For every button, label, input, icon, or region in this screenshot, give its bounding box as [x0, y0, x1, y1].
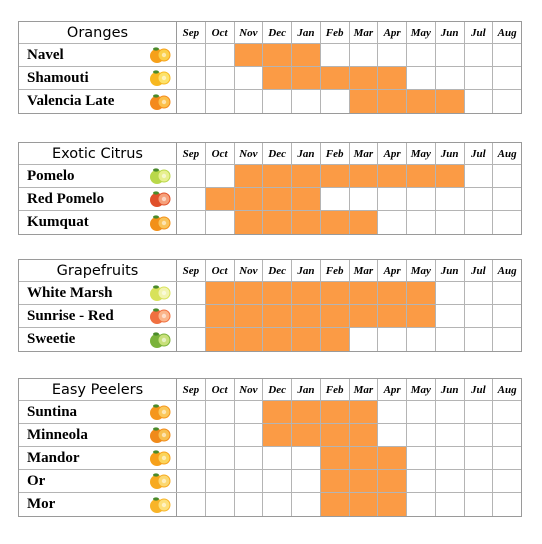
season-cell-active: [235, 328, 264, 351]
month-header-apr: Apr: [378, 260, 407, 281]
season-cell-active: [263, 401, 292, 423]
season-cell-active: [321, 211, 350, 234]
month-header-jul: Jul: [465, 260, 494, 281]
season-cell: [206, 211, 235, 234]
season-cell-active: [292, 401, 321, 423]
season-cell-active: [321, 401, 350, 423]
month-header-jul: Jul: [465, 143, 494, 164]
month-header-dec: Dec: [263, 260, 292, 281]
season-cell: [407, 470, 436, 492]
variety-cell: [19, 165, 177, 187]
season-cell-active: [378, 305, 407, 327]
variety-cell: [19, 67, 177, 89]
season-cell: [206, 447, 235, 469]
month-header-sep: Sep: [177, 22, 206, 43]
month-header-oct: Oct: [206, 379, 235, 400]
season-cell: [493, 447, 521, 469]
season-cell: [263, 470, 292, 492]
season-cell-active: [263, 165, 292, 187]
season-cell-active: [407, 282, 436, 304]
variety-name: Minneola: [27, 426, 88, 443]
season-cell: [465, 188, 494, 210]
season-cell-active: [321, 165, 350, 187]
season-cell: [436, 282, 465, 304]
season-cell: [493, 493, 521, 516]
month-header-dec: Dec: [263, 379, 292, 400]
month-header-aug: Aug: [497, 147, 517, 160]
season-cell: [407, 44, 436, 66]
table-header-row: [19, 379, 521, 401]
month-header-jun: Jun: [436, 379, 465, 400]
sweetie-icon: [148, 330, 172, 350]
season-cell-active: [292, 328, 321, 351]
season-cell: [177, 424, 206, 446]
season-cell-active: [350, 447, 379, 469]
season-cell-active: [350, 470, 379, 492]
month-header-jan: Jan: [292, 22, 321, 43]
season-cell: [436, 67, 465, 89]
variety-name: White Marsh: [27, 284, 113, 301]
season-cell-active: [321, 470, 350, 492]
season-cell: [350, 328, 379, 351]
table-header-row: [19, 22, 521, 44]
season-cell: [436, 447, 465, 469]
season-cell: [465, 470, 494, 492]
variety-cell: [19, 424, 177, 446]
season-cell: [465, 424, 494, 446]
season-cell-active: [378, 447, 407, 469]
shamouti-orange-icon: [148, 68, 172, 88]
red-grapefruit-icon: [148, 306, 172, 326]
season-cell: [493, 188, 521, 210]
month-header-feb: Feb: [321, 22, 350, 43]
season-cell-active: [292, 67, 321, 89]
month-header-aug: Aug: [497, 383, 517, 396]
season-cell: [206, 44, 235, 66]
variety-cell: [19, 447, 177, 469]
variety-name: Mor: [27, 496, 56, 512]
season-cell: [465, 211, 494, 234]
season-table-oranges: [18, 21, 522, 114]
season-cell-active: [235, 44, 264, 66]
season-cell-active: [292, 44, 321, 66]
variety-name: Shamouti: [27, 69, 89, 86]
season-cell: [177, 90, 206, 113]
month-header-feb: Feb: [321, 379, 350, 400]
season-cell: [436, 44, 465, 66]
table-row: [19, 188, 521, 211]
table-row: [19, 493, 521, 516]
season-cell: [206, 493, 235, 516]
season-cell-active: [321, 282, 350, 304]
variety-name: Kumquat: [27, 214, 89, 230]
season-cell: [292, 90, 321, 113]
variety-name: Pomelo: [27, 167, 75, 184]
season-cell-active: [436, 90, 465, 113]
month-header-nov: Nov: [235, 379, 264, 400]
month-header-oct: Oct: [206, 143, 235, 164]
table-row: [19, 424, 521, 447]
season-cell: [177, 401, 206, 423]
season-cell: [292, 470, 321, 492]
month-header-may: May: [407, 260, 436, 281]
season-cell-active: [206, 188, 235, 210]
valencia-orange-icon: [148, 92, 172, 112]
month-header-may: May: [407, 22, 436, 43]
variety-name: Mandor: [27, 449, 80, 466]
season-cell: [177, 211, 206, 234]
month-header-nov: Nov: [235, 260, 264, 281]
season-cell: [235, 493, 264, 516]
season-cell: [378, 188, 407, 210]
season-cell: [350, 44, 379, 66]
season-cell: [465, 282, 494, 304]
month-header-aug: Aug: [497, 26, 517, 39]
season-cell: [235, 447, 264, 469]
season-cell: [378, 44, 407, 66]
table-row: [19, 165, 521, 188]
month-header-mar: Mar: [350, 143, 379, 164]
month-header-jan: Jan: [292, 260, 321, 281]
table-row: [19, 470, 521, 493]
season-cell: [493, 211, 521, 234]
season-cell: [465, 447, 494, 469]
season-cell: [493, 328, 521, 351]
table-row: [19, 328, 521, 351]
season-cell-active: [206, 328, 235, 351]
season-cell: [493, 90, 521, 113]
season-cell: [436, 211, 465, 234]
variety-name: Suntina: [27, 403, 78, 420]
season-cell: [177, 470, 206, 492]
season-cell-active: [407, 90, 436, 113]
table-header-row: [19, 143, 521, 165]
season-table-easy-peelers: [18, 378, 522, 517]
season-cell-active: [321, 493, 350, 516]
table-row: [19, 67, 521, 90]
kumquat-icon: [148, 213, 172, 233]
variety-cell: [19, 188, 177, 210]
season-cell: [235, 67, 264, 89]
season-cell: [493, 470, 521, 492]
season-cell: [465, 305, 494, 327]
season-cell: [407, 67, 436, 89]
season-cell-active: [206, 282, 235, 304]
season-cell: [378, 328, 407, 351]
season-cell-active: [350, 424, 379, 446]
season-cell: [206, 401, 235, 423]
season-cell: [177, 165, 206, 187]
season-cell: [206, 67, 235, 89]
month-header-dec: Dec: [263, 22, 292, 43]
variety-name: Valencia Late: [27, 93, 115, 109]
navel-orange-icon: [148, 45, 172, 65]
season-cell: [206, 470, 235, 492]
variety-name: Sweetie: [27, 331, 76, 347]
season-cell: [493, 44, 521, 66]
variety-name: Sunrise - Red: [27, 307, 114, 324]
season-cell: [177, 282, 206, 304]
season-cell-active: [235, 188, 264, 210]
table-row: [19, 90, 521, 113]
month-header-jan: Jan: [292, 379, 321, 400]
season-cell: [436, 470, 465, 492]
season-cell-active: [292, 165, 321, 187]
season-cell: [465, 44, 494, 66]
variety-cell: [19, 282, 177, 304]
season-cell-active: [263, 188, 292, 210]
season-cell-active: [263, 211, 292, 234]
season-cell-active: [378, 493, 407, 516]
season-cell: [436, 305, 465, 327]
season-cell: [436, 188, 465, 210]
month-header-sep: Sep: [177, 260, 206, 281]
month-header-apr: Apr: [378, 143, 407, 164]
group-title: Exotic Citrus: [19, 143, 177, 164]
season-cell-active: [350, 90, 379, 113]
table-row: [19, 305, 521, 328]
season-cell-active: [350, 401, 379, 423]
variety-cell: [19, 90, 177, 113]
group-title: Oranges: [19, 22, 177, 43]
season-cell-active: [350, 305, 379, 327]
month-header-jul: Jul: [465, 379, 494, 400]
group-title: Easy Peelers: [19, 379, 177, 400]
season-cell: [465, 493, 494, 516]
season-cell: [321, 90, 350, 113]
season-cell: [465, 401, 494, 423]
season-cell: [465, 165, 494, 187]
month-header-nov: Nov: [235, 143, 264, 164]
season-cell: [177, 447, 206, 469]
season-cell: [263, 493, 292, 516]
season-table-grapefruits: [18, 259, 522, 352]
season-cell-active: [350, 211, 379, 234]
month-header-dec: Dec: [263, 143, 292, 164]
season-cell-active: [292, 282, 321, 304]
month-header-aug: Aug: [497, 264, 517, 277]
season-cell: [235, 401, 264, 423]
season-cell-active: [263, 67, 292, 89]
season-cell: [465, 328, 494, 351]
season-cell: [235, 470, 264, 492]
variety-cell: [19, 44, 177, 66]
season-cell-active: [350, 282, 379, 304]
month-header-feb: Feb: [321, 260, 350, 281]
table-header-row: [19, 260, 521, 282]
season-cell: [436, 328, 465, 351]
season-cell-active: [378, 470, 407, 492]
season-cell: [321, 188, 350, 210]
season-cell-active: [292, 211, 321, 234]
month-header-feb: Feb: [321, 143, 350, 164]
season-cell-active: [378, 282, 407, 304]
season-cell: [177, 188, 206, 210]
month-header-jun: Jun: [436, 22, 465, 43]
season-cell: [177, 305, 206, 327]
variety-name: Red Pomelo: [27, 190, 105, 207]
season-cell: [493, 282, 521, 304]
season-cell: [493, 165, 521, 187]
season-cell: [407, 328, 436, 351]
month-header-may: May: [407, 379, 436, 400]
season-cell: [177, 493, 206, 516]
variety-cell: [19, 211, 177, 234]
season-cell-active: [292, 188, 321, 210]
season-cell-active: [436, 165, 465, 187]
red-pomelo-icon: [148, 189, 172, 209]
season-cell-active: [378, 165, 407, 187]
variety-cell: [19, 305, 177, 327]
season-cell-active: [292, 424, 321, 446]
season-cell: [407, 424, 436, 446]
season-cell: [235, 90, 264, 113]
season-cell-active: [407, 305, 436, 327]
table-row: [19, 447, 521, 470]
month-header-sep: Sep: [177, 143, 206, 164]
season-cell: [407, 447, 436, 469]
month-header-jun: Jun: [436, 143, 465, 164]
month-header-mar: Mar: [350, 22, 379, 43]
white-grapefruit-icon: [148, 283, 172, 303]
month-header-may: May: [407, 143, 436, 164]
variety-cell: [19, 493, 177, 516]
month-header-apr: Apr: [378, 22, 407, 43]
season-cell-active: [321, 447, 350, 469]
season-cell-active: [263, 328, 292, 351]
suntina-icon: [148, 402, 172, 422]
table-row: [19, 44, 521, 67]
season-cell: [493, 401, 521, 423]
month-header-apr: Apr: [378, 379, 407, 400]
pomelo-icon: [148, 166, 172, 186]
month-header-oct: Oct: [206, 22, 235, 43]
season-cell: [235, 424, 264, 446]
season-cell: [407, 401, 436, 423]
season-cell: [177, 44, 206, 66]
season-cell: [407, 188, 436, 210]
season-cell: [407, 211, 436, 234]
group-title: Grapefruits: [19, 260, 177, 281]
season-cell: [292, 447, 321, 469]
season-cell-active: [407, 165, 436, 187]
season-cell: [321, 44, 350, 66]
season-cell-active: [321, 424, 350, 446]
season-cell: [436, 424, 465, 446]
season-cell-active: [350, 493, 379, 516]
variety-name: Navel: [27, 46, 64, 63]
season-cell-active: [350, 165, 379, 187]
season-cell-active: [263, 282, 292, 304]
variety-cell: [19, 470, 177, 492]
season-cell-active: [206, 305, 235, 327]
season-cell: [493, 424, 521, 446]
season-cell: [177, 328, 206, 351]
table-row: [19, 211, 521, 234]
season-cell: [465, 67, 494, 89]
season-cell: [407, 493, 436, 516]
season-cell: [263, 447, 292, 469]
table-row: [19, 401, 521, 424]
month-header-jun: Jun: [436, 260, 465, 281]
season-cell: [378, 211, 407, 234]
month-header-mar: Mar: [350, 379, 379, 400]
season-cell: [378, 424, 407, 446]
season-cell-active: [235, 305, 264, 327]
season-cell: [177, 67, 206, 89]
season-cell: [206, 424, 235, 446]
season-cell: [292, 493, 321, 516]
season-cell-active: [235, 282, 264, 304]
mor-mandarin-icon: [148, 495, 172, 515]
minneola-icon: [148, 425, 172, 445]
season-cell-active: [378, 67, 407, 89]
season-cell: [436, 401, 465, 423]
month-header-nov: Nov: [235, 22, 264, 43]
season-cell-active: [350, 67, 379, 89]
month-header-oct: Oct: [206, 260, 235, 281]
season-cell: [263, 90, 292, 113]
month-header-mar: Mar: [350, 260, 379, 281]
or-mandarin-icon: [148, 471, 172, 491]
table-row: [19, 282, 521, 305]
season-table-exotic-citrus: [18, 142, 522, 235]
season-cell-active: [235, 165, 264, 187]
season-cell: [493, 305, 521, 327]
season-cell: [493, 67, 521, 89]
season-cell: [465, 90, 494, 113]
season-cell-active: [321, 328, 350, 351]
season-cell-active: [263, 44, 292, 66]
season-cell: [378, 401, 407, 423]
month-header-jul: Jul: [465, 22, 494, 43]
season-cell-active: [292, 305, 321, 327]
mandor-icon: [148, 448, 172, 468]
season-cell-active: [321, 67, 350, 89]
season-cell: [436, 493, 465, 516]
variety-cell: [19, 328, 177, 351]
variety-name: Or: [27, 472, 46, 489]
season-cell: [206, 165, 235, 187]
month-header-jan: Jan: [292, 143, 321, 164]
season-cell-active: [235, 211, 264, 234]
variety-cell: [19, 401, 177, 423]
season-cell: [350, 188, 379, 210]
season-cell-active: [321, 305, 350, 327]
season-cell: [206, 90, 235, 113]
season-cell-active: [263, 305, 292, 327]
season-cell-active: [263, 424, 292, 446]
season-cell-active: [378, 90, 407, 113]
month-header-sep: Sep: [177, 379, 206, 400]
